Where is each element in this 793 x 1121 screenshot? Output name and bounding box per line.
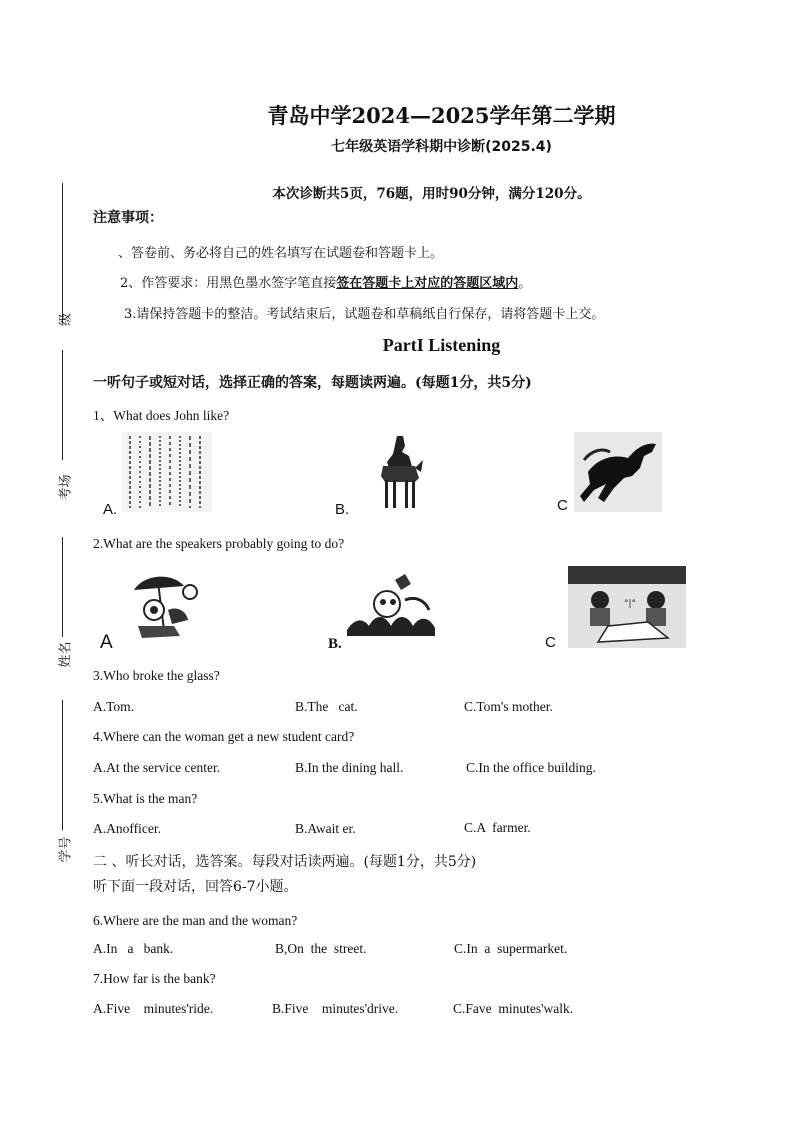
question-1: 1、What does John like? <box>93 408 230 423</box>
exam-summary: 本次诊断共5页，76题，用时90分钟，满分120分。 <box>272 186 591 202</box>
note-1: 、答卷前、务必将自己的姓名填写在试题卷和答题卡上。 <box>118 246 444 261</box>
binding-line-2 <box>62 350 63 460</box>
q3-option-c: C.Tom's mother. <box>464 699 553 714</box>
q6-option-a: A.In a bank. <box>93 941 174 956</box>
swimming-image <box>345 570 437 642</box>
question-3: 3.Who broke the glass? <box>93 668 220 683</box>
q1-label-a: A. <box>103 501 118 518</box>
question-7: 7.How far is the bank? <box>93 971 216 986</box>
q3-option-b: B.The cat. <box>295 699 358 714</box>
q7-option-b: B.Five minutes'drive. <box>272 1001 399 1016</box>
note-2-end: 。 <box>518 276 532 291</box>
q4-option-b: B.In the dining hall. <box>295 760 404 775</box>
calligraphy-image <box>122 432 212 512</box>
notes-heading: 注意事项： <box>93 210 163 226</box>
page-title: 青岛中学2024—2025学年第二学期 <box>267 103 616 128</box>
sidebar-label-name: 姓名 <box>58 641 74 668</box>
beach-umbrella-image <box>128 570 206 644</box>
sidebar-label-id: 学号 <box>58 836 74 863</box>
page-subtitle: 七年级英语学科期中诊断(2025.4) <box>331 139 552 155</box>
section2-heading: 二 、听长对话，选答案。每段对话读两遍。(每题1分，共5分) <box>93 854 477 870</box>
q5-option-b: B.Await er. <box>295 821 356 836</box>
horse-painting-image <box>574 432 662 512</box>
note-3: 3.请保持答题卡的整洁。考试结束后，试题卷和草稿纸自行保存，请将答题卡上交。 <box>124 307 605 322</box>
q2-label-b: B. <box>328 636 342 652</box>
q3-option-a: A.Tom. <box>93 699 135 714</box>
section2-intro: 听下面一段对话，回答6-7小题。 <box>93 879 298 895</box>
horse-statue-image <box>375 432 425 512</box>
q5-option-c: C.A farmer. <box>464 820 531 835</box>
binding-line-3 <box>62 537 63 637</box>
q6-option-c: C.In a supermarket. <box>454 941 568 956</box>
q5-option-a: A.Anofficer. <box>93 821 161 836</box>
chess-players-image <box>568 566 686 648</box>
note-2-emphasis: 签在答题卡上对应的答题区域内 <box>336 276 519 291</box>
q2-label-a: A <box>100 632 113 653</box>
q7-option-c: C.Fave minutes'walk. <box>453 1001 574 1016</box>
sidebar-label-class: 级 <box>58 313 74 327</box>
q2-label-c: C <box>545 634 556 651</box>
sidebar-label-room: 考场 <box>58 474 74 501</box>
q6-option-b: B,On the street. <box>275 941 367 956</box>
q4-option-a: A.At the service center. <box>93 760 221 775</box>
question-4: 4.Where can the woman get a new student card? <box>93 729 355 744</box>
q1-label-c: C <box>557 497 568 514</box>
question-2: 2.What are the speakers probably going to do? <box>93 536 345 551</box>
binding-line-4 <box>62 700 63 830</box>
question-6: 6.Where are the man and the woman? <box>93 913 298 928</box>
q4-option-c: C.In the office building. <box>466 760 596 775</box>
part-title: PartI Listening <box>382 335 501 355</box>
question-5: 5.What is the man? <box>93 791 198 806</box>
note-2-text: 2、作答要求：用黑色墨水签字笔直接 <box>120 276 337 291</box>
note-2 <box>120 272 531 291</box>
svg-text:°|°: °|° <box>624 599 637 609</box>
section1-heading: 一听句子或短对话，选择正确的答案，每题读两遍。(每题1分，共5分) <box>93 375 532 391</box>
q7-option-a: A.Five minutes'ride. <box>93 1001 214 1016</box>
q1-label-b: B. <box>335 501 350 518</box>
